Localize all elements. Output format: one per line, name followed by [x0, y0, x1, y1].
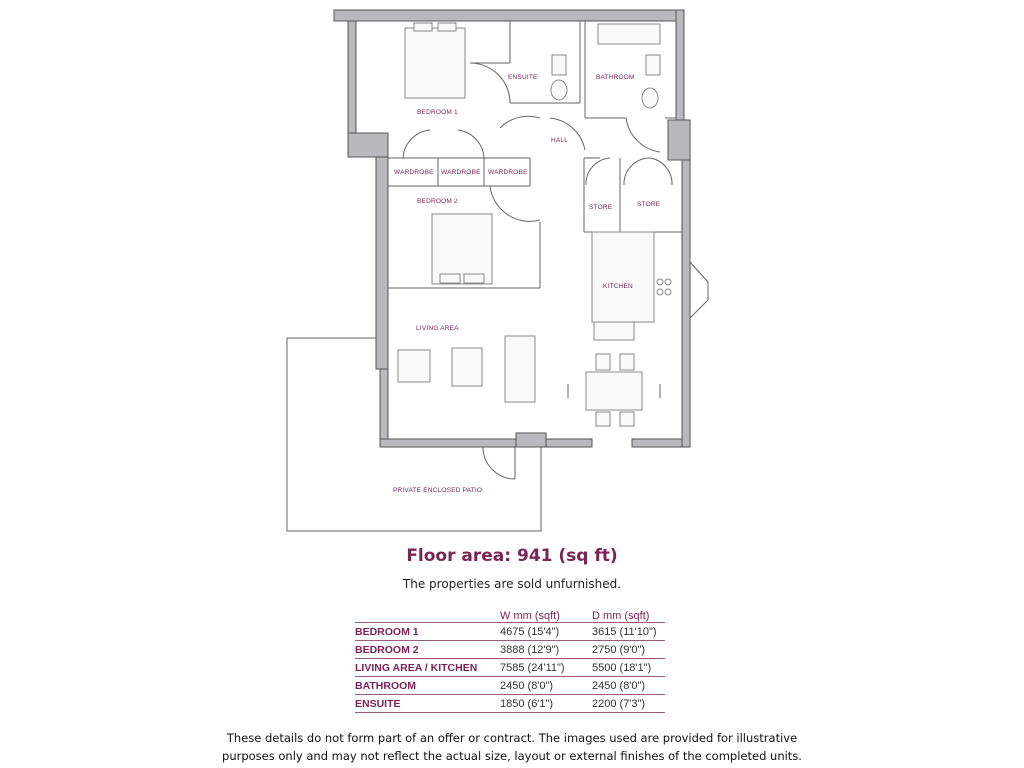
bed-bedroom1 [405, 23, 465, 98]
label-store2: STORE [637, 201, 661, 208]
unfurnished-note: The properties are sold unfurnished. [402, 577, 622, 591]
floor-area-heading: Floor area: 941 (sq ft) [406, 546, 618, 566]
label-kitchen: KITCHEN [603, 283, 633, 290]
room-name: BEDROOM 2 [355, 643, 419, 656]
disclaimer-line-1: These details do not form part of an offer or contract. The images used are provided for illustrative [226, 731, 798, 745]
label-store1: STORE [589, 204, 613, 211]
bed-bedroom2 [432, 214, 492, 284]
disclaimer-line-2: purposes only and may not reflect the actual size, layout or external finishes of the completed units. [222, 749, 802, 763]
table-row [355, 694, 665, 713]
living-furniture [398, 336, 660, 426]
room-name: ENSUITE [355, 697, 401, 710]
room-depth: 3615 (11'10") [592, 625, 657, 638]
table-row [355, 658, 665, 676]
room-depth: 2750 (9'0") [592, 643, 646, 656]
room-name: LIVING AREA / KITCHEN [355, 661, 478, 674]
bathroom-fixtures [598, 24, 660, 108]
room-name: BATHROOM [355, 679, 417, 692]
header-depth: D mm (sqft) [592, 610, 650, 622]
room-name: BEDROOM 1 [355, 625, 419, 638]
label-wardrobe2: WARDROBE [441, 169, 481, 176]
header-width: W mm (sqft) [500, 610, 560, 622]
room-width: 7585 (24'11") [500, 661, 565, 674]
table-row [355, 640, 665, 658]
room-width: 3888 (12'9") [500, 643, 560, 656]
dimensions-table [355, 604, 665, 713]
bay-window [690, 262, 708, 318]
ensuite-fixtures [551, 55, 567, 100]
label-ensuite: ENSUITE [508, 74, 538, 81]
label-patio: PRIVATE ENCLOSED PATIO [393, 487, 483, 494]
label-hall: HALL [551, 137, 569, 144]
label-wardrobe3: WARDROBE [488, 169, 528, 176]
table-row [355, 676, 665, 694]
room-width: 2450 (8'0") [500, 679, 554, 692]
disclaimer [0, 729, 1024, 765]
label-wardrobe1: WARDROBE [394, 169, 434, 176]
table-row [355, 622, 665, 640]
label-living: LIVING AREA [416, 325, 459, 332]
room-width: 4675 (15'4") [500, 625, 560, 638]
room-depth: 5500 (18'1") [592, 661, 652, 674]
dimensions-header [355, 604, 665, 622]
label-bedroom2: BEDROOM 2 [417, 198, 458, 205]
room-width: 1850 (6'1") [500, 697, 554, 710]
label-bedroom1: BEDROOM 1 [417, 109, 458, 116]
room-depth: 2450 (8'0") [592, 679, 646, 692]
label-bathroom: BATHROOM [596, 74, 635, 81]
room-depth: 2200 (7'3") [592, 697, 646, 710]
